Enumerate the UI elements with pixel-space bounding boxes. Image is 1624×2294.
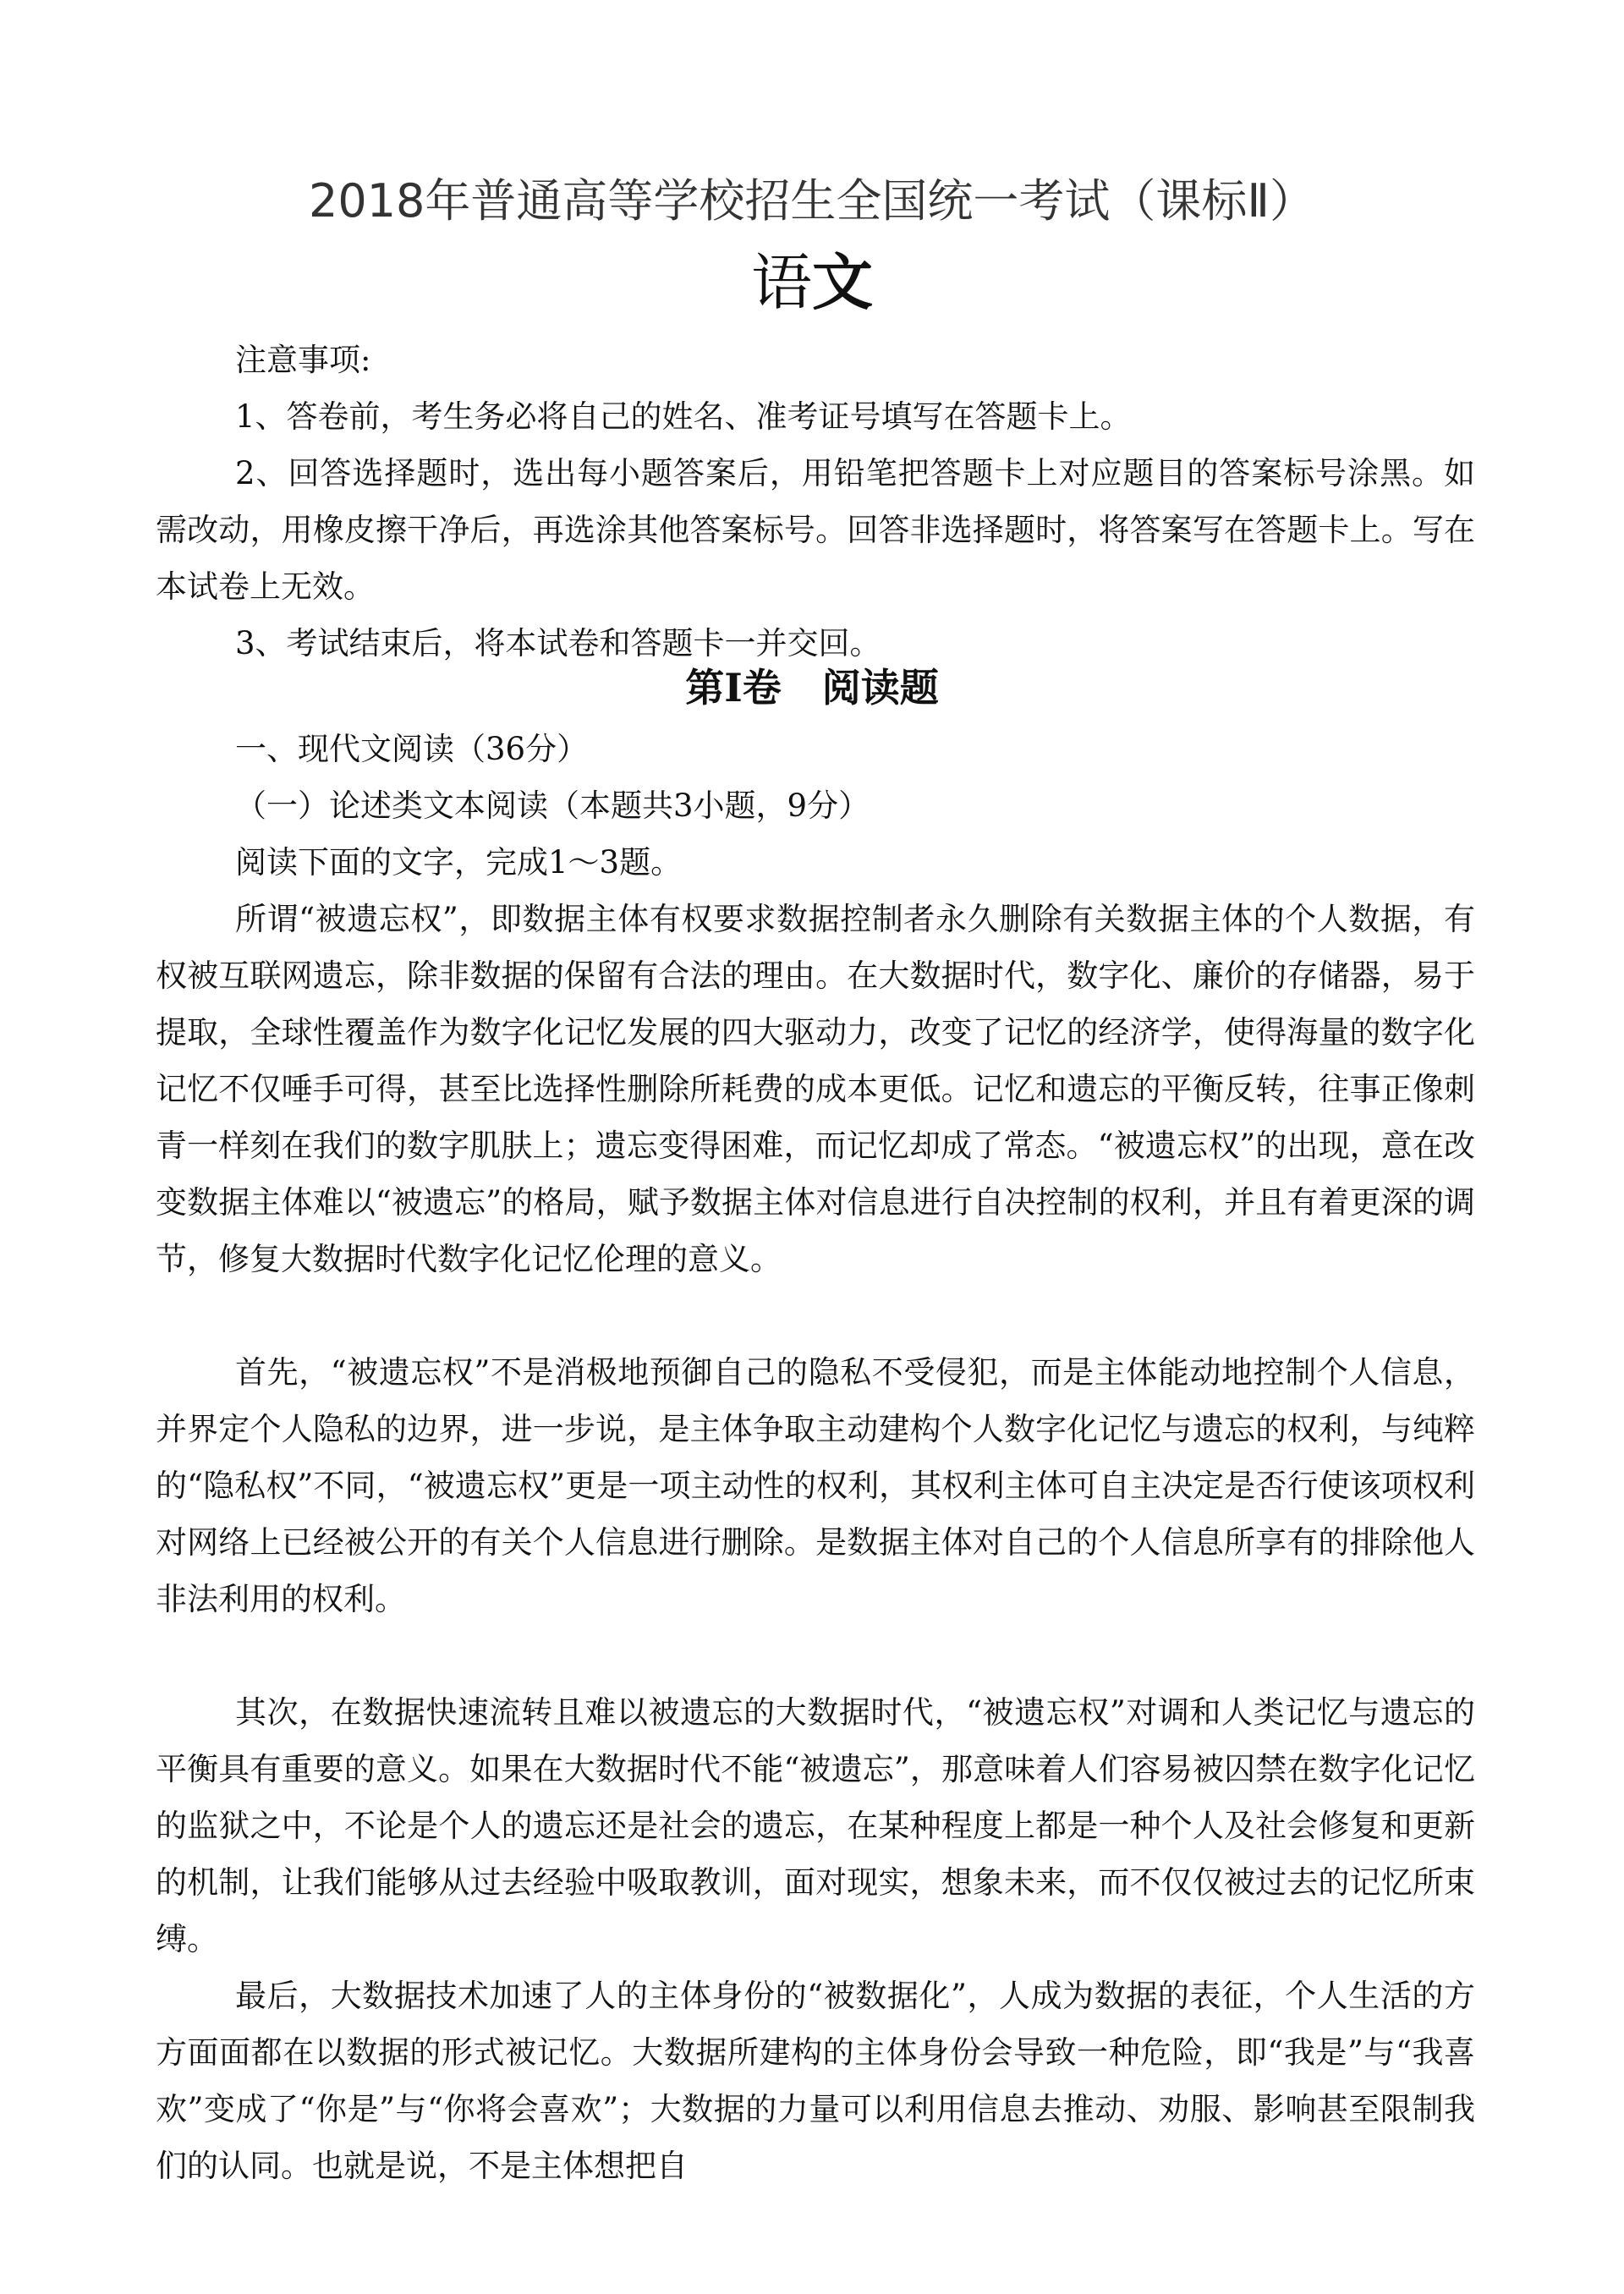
passage-paragraph-1: 所谓“被遗忘权”，即数据主体有权要求数据控制者永久删除有关数据主体的个人数据，有权被互联网遗忘，除非数据的保留有合法的理由。在大数据时代，数字化、廉价的存储器，易于提取，全球性覆盖作为数字化记忆发展的四大驱动力，改变了记忆的经济学，使得海量的数字化记忆不仅唾手可得，甚至比选择性删除所耗费的成本更低。记忆和遗忘的平衡反转，往事正像刺青一样刻在我们的数字肌肤上；遗忘变得困难，而记忆却成了常态。“被遗忘权”的出现，意在改变数据主体难以“被遗忘”的格局，赋予数据主体对信息进行自决控制的权利，并且有着更深的调节，修复大数据时代数字化记忆伦理的意义。 [156, 901, 1475, 1277]
passage-paragraph-3: 其次，在数据快速流转且难以被遗忘的大数据时代，“被遗忘权”对调和人类记忆与遗忘的平衡具有重要的意义。如果在大数据时代不能“被遗忘”，那意味着人们容易被囚禁在数字化记忆的监狱之中，不论是个人的遗忘还是社会的遗忘，在某种程度上都是一种个人及社会修复和更新的机制，让我们能够从过去经验中吸取教训，面对现实，想象未来，而不仅仅被过去的记忆所束缚。 [156, 1694, 1475, 1957]
subject-title [0, 242, 1624, 323]
notes-title: 注意事项: [235, 342, 371, 378]
note-item-1: 1、答卷前，考生务必将自己的姓名、准考证号填写在答题卡上。 [235, 398, 1132, 435]
volume-label: 第Ⅰ卷 [685, 665, 782, 711]
exam-title: 2018年普通高等学校招生全国统一考试（课标Ⅱ） [308, 174, 1315, 228]
sub-section-title: （一）论述类文本阅读（本题共3小题，9分） [235, 788, 870, 824]
volume-title: 阅读题 [821, 665, 939, 711]
volume-heading [0, 658, 1624, 717]
note-item-3: 3、考试结束后，将本试卷和答题卡一并交回。 [235, 625, 881, 661]
part-title: 一、现代文阅读（36分） [235, 731, 589, 767]
reading-instruction: 阅读下面的文字，完成1～3题。 [235, 844, 683, 881]
note-item-2: 2、回答选择题时，选出每小题答案后，用铅笔把答题卡上对应题目的答案标号涂黑。如需改动，用橡皮擦干净后，再选涂其他答案标号。回答非选择题时，将答案写在答题卡上。写在本试卷上无效。 [156, 455, 1475, 605]
subject-title-part2: 文 [812, 246, 874, 318]
subject-title-part1: 语 [750, 247, 812, 318]
passage-paragraph-4: 最后，大数据技术加速了人的主体身份的“被数据化”，人成为数据的表征，个人生活的方方面面都在以数据的形式被记忆。大数据所建构的主体身份会导致一种危险，即“我是”与“我喜欢”变成了“你是”与“你将会喜欢”；大数据的力量可以利用信息去推动、劝服、影响甚至限制我们的认同。也就是说，不是主体想把自 [156, 1978, 1475, 2184]
passage-paragraph-2: 首先，“被遗忘权”不是消极地预御自己的隐私不受侵犯，而是主体能动地控制个人信息，并界定个人隐私的边界，进一步说，是主体争取主动建构个人数字化记忆与遗忘的权利，与纯粹的“隐私权”不同，“被遗忘权”更是一项主动性的权利，其权利主体可自主决定是否行使该项权利对网络上已经被公开的有关个人信息进行删除。是数据主体对自己的个人信息所享有的排除他人非法利用的权利。 [156, 1354, 1475, 1617]
